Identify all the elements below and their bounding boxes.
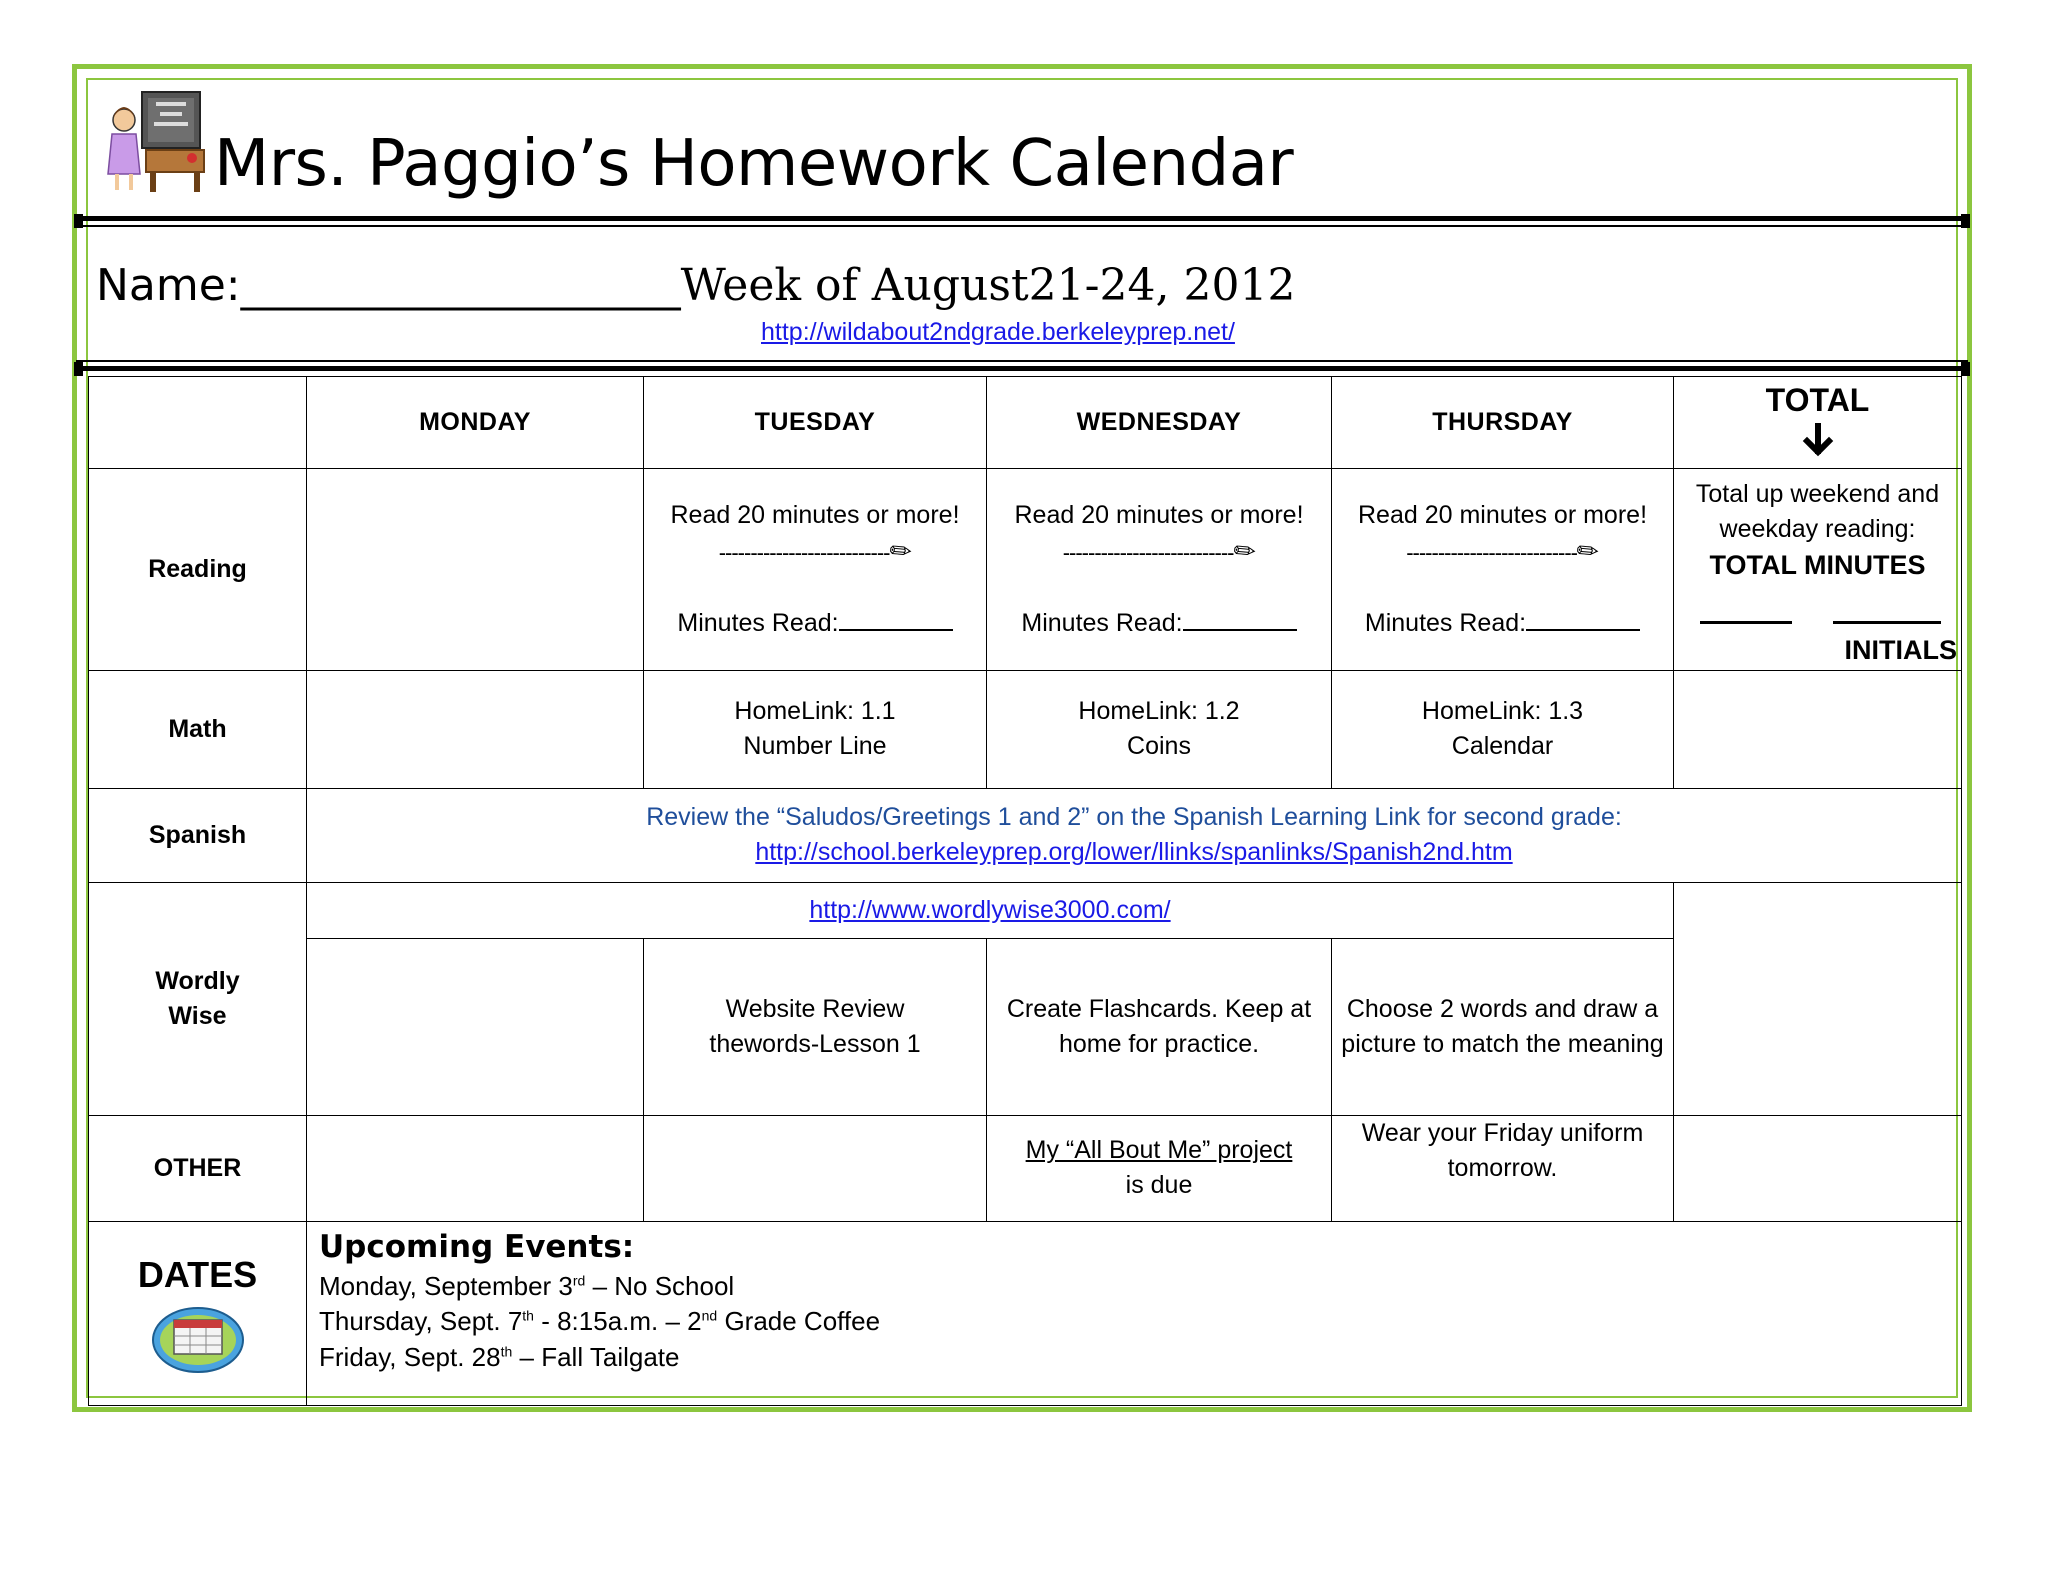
wordly-wednesday — [987, 938, 1332, 1115]
spanish-assignment — [307, 788, 1962, 882]
wordly-tuesday-text: Website Review thewords-Lesson 1 — [709, 994, 921, 1058]
event-item — [319, 1269, 1949, 1304]
dates-label: DATES — [137, 1253, 258, 1295]
project-due-title: My “All Bout Me” project — [1025, 1136, 1293, 1165]
total-initials-blanks[interactable] — [1678, 599, 1957, 634]
math-thursday — [1332, 670, 1674, 788]
wordly-monday — [307, 938, 644, 1115]
divider-cap-right — [1961, 214, 1970, 228]
other-row — [89, 1115, 1962, 1221]
calendar-inner-border — [86, 78, 1958, 1398]
row-label-dates — [89, 1221, 307, 1405]
divider-cap-right-2 — [1961, 362, 1970, 376]
event-ordinal: rd — [572, 1272, 586, 1289]
other-tuesday — [644, 1115, 987, 1221]
divider-cap-left — [74, 214, 83, 228]
wordly-thursday — [1332, 938, 1674, 1115]
math-topic: Calendar — [1451, 732, 1554, 761]
reading-instruction: Read 20 minutes or more! — [1014, 500, 1304, 529]
wordly-tuesday — [644, 938, 987, 1115]
dates-row — [89, 1221, 1962, 1405]
title-divider — [76, 216, 1968, 221]
reading-dash-line — [648, 533, 982, 570]
event-text: Thursday, Sept. 7 — [319, 1306, 523, 1337]
wordly-wise-total — [1674, 882, 1962, 1115]
header-row — [89, 377, 1962, 469]
other-total — [1674, 1115, 1962, 1221]
reading-instruction: Read 20 minutes or more! — [670, 500, 960, 529]
minutes-read-field[interactable] — [991, 606, 1327, 641]
math-monday — [307, 670, 644, 788]
column-header-thursday: THURSDAY — [1332, 377, 1674, 469]
math-homelink: HomeLink: 1.1 — [734, 697, 896, 726]
spanish-link[interactable]: http://school.berkeleyprep.org/lower/llinks/spanlinks/Spanish2nd.htm — [755, 838, 1513, 867]
week-label: Week of August21-24, 2012 — [680, 260, 1296, 311]
wordly-thursday-text: Choose 2 words and draw a picture to match the meaning — [1341, 994, 1664, 1058]
event-text: – No School — [585, 1270, 735, 1301]
column-header-tuesday: TUESDAY — [644, 377, 987, 469]
name-field-label[interactable]: Name:____________________ — [96, 260, 681, 311]
events-title: Upcoming Events: — [319, 1228, 635, 1265]
event-ordinal: th — [500, 1343, 513, 1360]
other-wednesday — [987, 1115, 1332, 1221]
wordly-wise-link[interactable]: http://www.wordlywise3000.com/ — [809, 895, 1171, 924]
reading-total-text: Total up weekend and weekday reading: — [1695, 480, 1940, 543]
event-text: Friday, Sept. 28 — [319, 1341, 501, 1372]
math-topic: Coins — [1127, 732, 1191, 761]
column-header-monday: MONDAY — [307, 377, 644, 469]
wordly-label: Wordly — [155, 966, 240, 995]
project-due-note: is due — [1125, 1171, 1193, 1200]
row-label-wordly-wise — [89, 882, 307, 1115]
minutes-read-blank[interactable] — [1183, 607, 1297, 631]
reading-dash-line — [1336, 533, 1669, 570]
page-title: Mrs. Paggio’s Homework Calendar — [214, 127, 1294, 201]
event-ordinal: nd — [701, 1307, 718, 1324]
math-homelink: HomeLink: 1.3 — [1421, 697, 1584, 726]
calendar-frame — [72, 64, 1972, 1412]
row-label-other: OTHER — [89, 1115, 307, 1221]
total-minutes-blank[interactable] — [1700, 603, 1792, 624]
minutes-read-label: Minutes Read: — [677, 608, 839, 637]
pencil-icon: ✎ — [1569, 532, 1606, 570]
dash-line: --------------------------- — [1406, 539, 1577, 565]
minutes-read-field[interactable] — [648, 606, 982, 641]
minutes-read-blank[interactable] — [1526, 607, 1640, 631]
math-tuesday — [644, 670, 987, 788]
uniform-note: Wear your Friday uniform tomorrow. — [1361, 1118, 1644, 1182]
name-week-row — [88, 232, 1956, 360]
homework-table — [88, 376, 1962, 1406]
row-label-math: Math — [89, 670, 307, 788]
math-row — [89, 670, 1962, 788]
math-homelink: HomeLink: 1.2 — [1078, 697, 1240, 726]
reading-dash-line — [991, 533, 1327, 570]
minutes-read-field[interactable] — [1336, 606, 1669, 641]
wordly-wednesday-text: Create Flashcards. Keep at home for practice. — [1006, 994, 1312, 1058]
title-divider-thin — [76, 225, 1968, 227]
event-text: Grade Coffee — [717, 1306, 881, 1337]
row-label-reading: Reading — [89, 469, 307, 671]
minutes-read-blank[interactable] — [839, 607, 953, 631]
reading-tuesday — [644, 469, 987, 671]
wise-label: Wise — [168, 1001, 227, 1030]
corner-cell — [89, 377, 307, 469]
name-week-line — [96, 260, 1295, 311]
divider-cap-left-2 — [74, 362, 83, 376]
dash-line: --------------------------- — [1062, 539, 1234, 565]
reading-monday — [307, 469, 644, 671]
reading-wednesday — [987, 469, 1332, 671]
upcoming-events — [307, 1221, 1962, 1405]
math-wednesday — [987, 670, 1332, 788]
pencil-icon: ✎ — [1226, 532, 1263, 570]
event-text: - 8:15a.m. – 2 — [533, 1306, 702, 1337]
reading-thursday — [1332, 469, 1674, 671]
calendar-badge-icon — [150, 1302, 246, 1376]
math-topic: Number Line — [743, 732, 887, 761]
event-text: Monday, September 3 — [319, 1270, 573, 1301]
column-header-total — [1674, 377, 1962, 469]
name-divider-thin — [76, 360, 1968, 362]
wordly-wise-link-row — [89, 882, 1962, 938]
event-item — [319, 1340, 1949, 1375]
pencil-icon: ✎ — [882, 532, 919, 570]
minutes-read-label: Minutes Read: — [1021, 608, 1183, 637]
reading-instruction: Read 20 minutes or more! — [1357, 500, 1648, 529]
teacher-chalkboard-icon — [102, 90, 208, 198]
class-website-link[interactable]: http://wildabout2ndgrade.berkeleyprep.net/ — [761, 318, 1235, 346]
spanish-row — [89, 788, 1962, 882]
dash-line: --------------------------- — [718, 539, 890, 565]
reading-row — [89, 469, 1962, 671]
minutes-read-label: Minutes Read: — [1364, 608, 1527, 637]
wordly-wise-link-cell — [307, 882, 1674, 938]
math-total — [1674, 670, 1962, 788]
down-arrow-icon — [1801, 423, 1835, 457]
total-label: TOTAL — [1765, 382, 1870, 419]
event-text: – Fall Tailgate — [512, 1341, 680, 1372]
event-ordinal: th — [522, 1307, 534, 1324]
other-monday — [307, 1115, 644, 1221]
initials-blank[interactable] — [1833, 603, 1941, 624]
title-area — [88, 80, 1956, 216]
event-item — [319, 1304, 1949, 1339]
spanish-instruction: Review the “Saludos/Greetings 1 and 2” on the Spanish Learning Link for second grade: — [646, 803, 1622, 832]
total-minutes-label: TOTAL MINUTES — [1709, 550, 1926, 580]
name-divider — [76, 366, 1968, 371]
reading-total — [1674, 469, 1962, 671]
column-header-wednesday: WEDNESDAY — [987, 377, 1332, 469]
other-thursday — [1332, 1115, 1674, 1221]
initials-label: INITIALS — [1844, 634, 1957, 665]
row-label-spanish: Spanish — [89, 788, 307, 882]
